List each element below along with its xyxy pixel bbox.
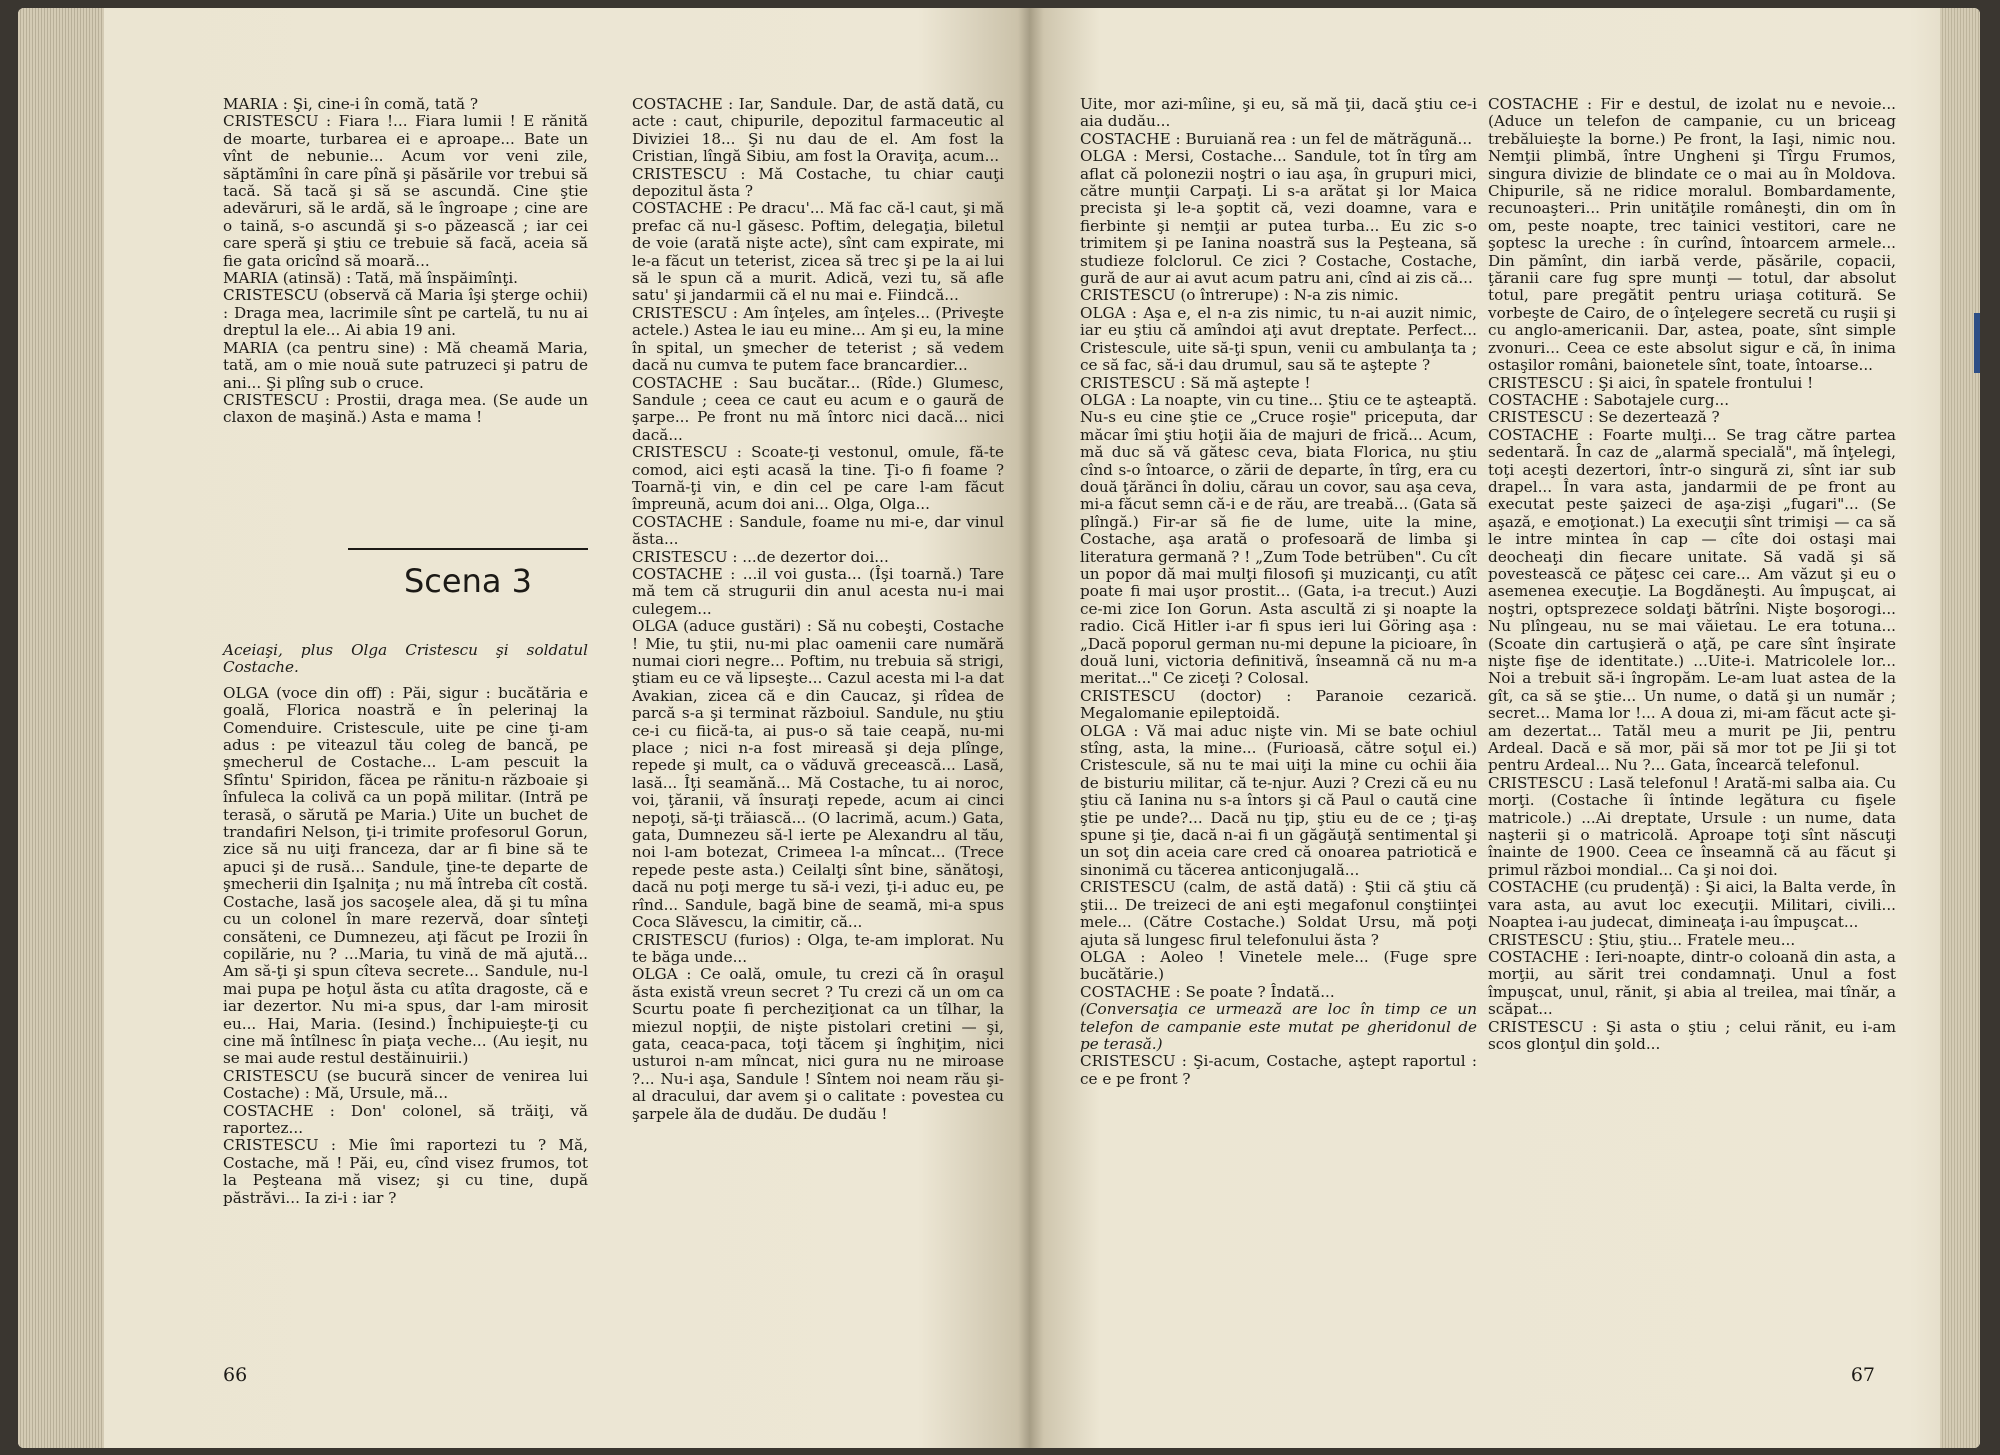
paragraph: MARIA (atinsă) : Tată, mă înspăimînţi. — [223, 269, 519, 288]
paragraph: CRISTESCU (doctor) : Paranoie cezarică. Megalomanie epileptoidă. — [1080, 686, 1477, 723]
paragraph: COSTACHE : Sau bucătar... (Rîde.) Glumesc, Sandule ; ceea ce caut eu acum e o gaură de şarpe... Pe front nu mă întorc nici dacă... nici dacă... — [632, 373, 1004, 444]
paragraph: CRISTESCU : Am înţeles, am înţeles... (Priveşte actele.) Astea le iau eu mine... Am şi eu, la mine în spital, un şmecher de teterist ; să vedem dacă nu cumva te putem face brancardier... — [632, 303, 1004, 375]
paragraph: CRISTESCU (observă că Maria îşi şterge ochii) : Draga mea, lacrimile sînt pe cartelă, tu nu ai dreptul la ele... Ai abia 19 ani. — [223, 286, 588, 340]
paragraph: MARIA (ca pentru sine) : Mă cheamă Maria, tată, am o mie nouă sute patruzeci şi patru de ani... Şi plîng sub o cruce. — [223, 338, 588, 392]
paragraph: CRISTESCU : Mă Costache, tu chiar cauţi depozitul ăsta ? — [632, 164, 1004, 201]
paragraph: COSTACHE : Sabotajele curg... — [1488, 390, 1730, 409]
left-page — [18, 8, 1030, 1448]
paragraph: COSTACHE (cu prudenţă) : Şi aici, la Balta verde, în vara asta, au avut loc execuţii. Militari, civili... Noaptea i-au judecat, dimineaţa i-au împuşcat... — [1488, 878, 1896, 932]
paragraph: CRISTESCU : Să mă aştepte ! — [1080, 373, 1311, 392]
paragraph: CRISTESCU : ...de dezertor doi... — [632, 547, 889, 566]
paragraph: OLGA : Aşa e, el n-a zis nimic, tu n-ai auzit nimic, iar eu ştiu că amîndoi aţi avut dreptate. Perfect... Cristescule, uite să-ţi spun, venii cu ambulanţa ta ; ce să fac, să-i dau drumul, sau să te aştepte ? — [1080, 303, 1477, 375]
paragraph: OLGA : Aoleo ! Vinetele mele... (Fuge spre bucătărie.) — [1080, 947, 1477, 984]
paragraph: COSTACHE : ...il voi gusta... (Îşi toarnă.) Tare mă tem că strugurii din anul acesta nu-i mai culegem... — [632, 564, 1004, 618]
paragraph: CRISTESCU : Şi-acum, Costache, aştept raportul : ce e pe front ? — [1080, 1052, 1477, 1088]
paragraph: CRISTESCU : Se dezertează ? — [1488, 408, 1720, 427]
paragraph: OLGA : La noapte, vin cu tine... Ştiu ce te aşteaptă. Nu-s eu cine ştie ce „Cruce roşie" priceputa, dar măcar îmi ştiu hoţii ăia de majuri de frică... Acum, mă duc să vă gătesc ceva, biata Florica, nu ştiu cînd s-o întoarce, o zării de departe, în tîrg, era cu două ţărănci în doliu, cărau un covor, sau aşa ceva, mi-a făcut semn că-i e de rău, are treabă... (Gata să plîngă.) Fir-ar să fie de lume, uite la mine, Costache, aşa arată o profesoară de limba şi literatura germană ? ! „Zum Tode betrüben". Cu cît un popor dă mai mulţi filosofi şi muzicanţi, cu atît poate fi mai uşor prostit... (Gata, i-a trecut.) Auzi ce-mi zice Ion Gorun. Asta ascultă zi şi noapte la radio. Cică Hitler i-ar fi spus ieri lui Göring aşa : „Dacă poporul german nu-mi depune la picioare, în două luni, victoria definitivă, înseamnă că nu m-a meritat..." Ce ziceţi ? Colosal. — [1080, 390, 1478, 688]
paragraph: CRISTESCU : Şi asta o ştiu ; celui rănit, eu i-am scos glonţul din şold... — [1488, 1017, 1896, 1053]
page-edges — [18, 8, 104, 1448]
paragraph: CRISTESCU : Lasă telefonul ! Arată-mi salba aia. Cu morţi. (Costache îi întinde legătura cu fişele matricole.) ...Ai dreptate, Ursule : un nume, data naşterii şi o matricolă. Aproape toţi sînt născuţi înainte de 1900. Ceea ce înseamnă că au făcut şi primul război mondial... Ca şi noi doi. — [1488, 773, 1896, 879]
paragraph: OLGA : Vă mai aduc nişte vin. Mi se bate ochiul stîng, asta, la mine... (Furioasă, către soţul ei.) Cristescule, să nu te mai uiţi la mine cu ochii ăia de bisturiu militar, că te-njur. Auzi ? Crezi că eu nu ştiu că Ianina nu s-a întors şi că Paul o caută cine ştie pe unde?... Dacă nu ţip, ştiu eu de ce ; ţi-aş spune şi ţie, dacă n-ai fi un găgăuţă sentimental şi un soţ din aceia care cred că onoarea patriotică e sinonimă cu tăcerea anticonjugală... — [1080, 721, 1477, 879]
paragraph: COSTACHE : Buruiană rea : un fel de mătrăgună... — [1080, 129, 1473, 148]
column-4 — [1488, 96, 1896, 1053]
page-edges — [1940, 8, 1980, 1448]
paragraph: MARIA : Şi, cine-i în comă, tată ? — [223, 95, 479, 113]
bookmark-tab — [1974, 313, 1980, 373]
paragraph: CRISTESCU : Scoate-ţi vestonul, omule, fă-te comod, aici eşti acasă la tine. Ţi-o fi foame ? Toarnă-ţi vin, e din cel pe care l-am făcut împreună, acum doi ani... Olga, Olga... — [632, 443, 1004, 514]
paragraph: CRISTESCU : Ştiu, ştiu... Fratele meu... — [1488, 930, 1796, 949]
paragraph: Uite, mor azi-mîine, şi eu, să mă ţii, dacă ştiu ce-i aia dudău... — [1080, 95, 1477, 131]
column-2 — [632, 96, 1004, 1123]
stage-direction: Aceiaşi, plus Olga Cristescu şi soldatul Costache. — [223, 641, 588, 677]
paragraph: CRISTESCU (o întrerupe) : N-a zis nimic. — [1080, 286, 1399, 305]
paragraph: COSTACHE : Don' colonel, să trăiţi, vă raportez... — [223, 1101, 588, 1137]
book-spread — [18, 8, 1980, 1448]
paragraph: OLGA (aduce gustări) : Să nu cobeşti, Costache ! Mie, tu ştii, nu-mi plac oamenii care numără numai ciori negre... Poftim, nu trebuia să strigi, ştiam eu ce vă lipseşte... Cazul acesta mi l-a dat Avakian, zicea că e din Caucaz, şi rîdea de parcă s-a şi terminat războiul. Sandule, nu ştiu ce-i cu fiică-ta, ai pus-o să taie ceapă, nu-mi place ; nici n-a fost mireasă şi deja plînge, repede şi mult, ca o văduvă grecească... Lasă, lasă... Îţi seamănă... Mă Costache, tu ai noroc, voi, ţăranii, vă însuraţi repede, acum ai cinci nepoţi, să-ţi trăiască... (O lacrimă, acum.) Gata, gata, Dumnezeu să-l ierte pe Alexandru al tău, noi l-am botezat, Crimeea l-a mîncat... (Trece repede peste asta.) Ceilalţi sînt bine, sănătoşi, dacă nu poţi merge tu să-i vezi, ţi-i aduc eu, pe rînd... Sandule, bagă bine de seamă, mi-a spus Coca Slăvescu, la cimitir, că... — [632, 617, 1004, 932]
paragraph: CRISTESCU (calm, de astă dată) : Ştii că ştiu că ştii... De treizeci de ani eşti megafonul conştiinţei mele... (Către Costache.) Soldat Ursu, mă poţi ajuta să lungesc firul telefonului ăsta ? — [1080, 878, 1477, 949]
paragraph: COSTACHE : Pe dracu'... Mă fac că-l caut, şi mă prefac că nu-l găsesc. Poftim, delegaţia, biletul de voie (arată nişte acte), sînt cam expirate, mi le-a făcut un teterist, zicea să trec şi pe la ai lui să le spun că a murit. Adică, vezi tu, să afle satu' şi jandarmii că el nu mai e. Fiindcă... — [632, 199, 1004, 305]
paragraph: CRISTESCU : Şi aici, în spatele frontului ! — [1488, 373, 1814, 392]
paragraph: CRISTESCU (se bucură sincer de venirea lui Costache) : Mă, Ursule, mă... — [223, 1066, 588, 1103]
stage-direction: (Conversaţia ce urmează are loc în timp ce un telefon de campanie este mutat pe gheridonul de pe terasă.) — [1080, 1000, 1477, 1053]
scene-title: Scena 3 — [348, 548, 588, 600]
paragraph: COSTACHE : Se poate ? Îndată... — [1080, 982, 1335, 1001]
paragraph: OLGA : Mersi, Costache... Sandule, tot în tîrg am aflat că polonezii noştri o iau aşa, în grupuri mici, către munţii Carpaţi. Li s-a arătat şi lor Maica precista şi le-a şoptit că, vezi doamne, vara e fierbinte şi nemţii ar putea turba... Eu zic s-o trimitem şi pe Ianina noastră sus la Peşteana, să studieze folclorul. Ce zici ? Costache, Costache, gură de aur ai avut acum patru ani, cînd ai zis că... — [1080, 147, 1477, 288]
paragraph: COSTACHE : Ieri-noapte, dintr-o coloană din asta, a morţii, au sărit trei condamnaţi. Unul a fost împuşcat, unul, rănit, şi abia al treilea, mai tînăr, a scăpat... — [1488, 947, 1896, 1019]
page-number: 67 — [1850, 1364, 1875, 1386]
paragraph: CRISTESCU : Fiara !... Fiara lumii ! E rănită de moarte, turbarea ei e aproape... Bate un vînt de nebunie... Acum vor veni zile, săptămîni în care pînă şi păsările vor trebui să tacă. Să tacă şi să se ascundă. Cine ştie adevăruri, să le ardă, să le îngroape ; cine are o taină, s-o ascundă şi s-o păzească ; iar cei care speră şi ştiu ce trebuie să facă, aceia să fie gata oricînd să moară... — [223, 112, 588, 270]
paragraph: COSTACHE : Sandule, foame nu mi-e, dar vinul ăsta... — [632, 512, 1004, 549]
paragraph: COSTACHE : Iar, Sandule. Dar, de astă dată, cu acte : caut, chipurile, depozitul farmaceutic al Diviziei 18... Şi nu dau de el. Am fost la Cristian, lîngă Sibiu, am fost la Oraviţa, acum... — [632, 95, 1004, 166]
paragraph: OLGA (voce din off) : Păi, sigur : bucătăria e goală, Florica noastră e în pelerinaj la Comenduire. Cristescule, uite pe cine ţi-am adus : pe viteazul tău coleg de bancă, pe şmecherul de Costache... L-am pescuit la Sfîntu' Spiridon, făcea pe rănitu-n războaie şi înfuleca la colivă ca un popă militar. (Intră pe terasă, o sărută pe Maria.) Uite un buchet de trandafiri Nelson, ţi-i trimite profesorul Gorun, zice să nu uiţi franceza, dar ar fi bine să te apuci şi de rusă... Sandule, ţine-te departe de şmecherii din Işalniţa ; nu mă întreba cît costă. Costache, lasă jos sacoşele alea, dă şi tu mîna cu un colonel în mare rezervă, doar sînteţi consăteni, ce Dumnezeu, aţi făcut pe Irozii în copilărie, nu ? ...Maria, tu vină de mă ajută... Am să-ţi şi spun cîteva secrete... Sandule, nu-l mai pupa pe hoţul ăsta cu atîta dragoste, că e iar dezertor. Nu mi-a spus, dar l-am mirosit eu... Hai, Maria. (Iesind.) Închipuieşte-ţi cu cine mă întîlnesc în piaţa veche... (Au ieşit, nu se mai aude restul destăinuirii.) — [223, 683, 588, 1068]
paragraph: OLGA : Ce oală, omule, tu crezi că în oraşul ăsta există vreun secret ? Tu crezi că un om ca Scurtu poate fi percheziţionat ca un tîlhar, la miezul nopţii, de nişte pistolari cretini — şi, gata, ceaca-paca, toţi tăcem şi înghiţim, nici usturoi n-am mîncat, nici gura nu ne miroase ?... Nu-i aşa, Sandule ! Sîntem noi neam rău şi-al dracului, dar avem şi o calitate : povestea cu şarpele ăla de dudău. De dudău ! — [632, 965, 1004, 1123]
right-page — [1030, 8, 1980, 1448]
page-number: 66 — [223, 1364, 248, 1386]
paragraph: CRISTESCU : Prostii, draga mea. (Se aude un claxon de maşină.) Asta e mama ! — [223, 390, 588, 427]
paragraph: CRISTESCU (furios) : Olga, te-am implorat. Nu te băga unde... — [632, 930, 1004, 966]
paragraph: CRISTESCU : Mie îmi raportezi tu ? Mă, Costache, mă ! Păi, eu, cînd visez frumos, tot la Peşteana mă visez; şi cu tine, după păstrăvi... Ia zi-i : iar ? — [223, 1136, 588, 1207]
column-1 — [223, 96, 588, 427]
paragraph: COSTACHE : Fir e destul, de izolat nu e nevoie... (Aduce un telefon de campanie, cu un briceag trebăluieşte la borne.) Pe front, la Iaşi, nimic nou. Nemţii plimbă, între Ungheni şi Tîrgu Frumos, singura divizie de blindate ce o mai au în Moldova. Chipurile, să ne ridice moralul. Bombardamente, recunoaşteri... Prin unităţile româneşti, din om în om, peste noapte, trec tainici vestitori, care ne şoptesc la ureche : în curînd, întoarcem armele... Din pămînt, din iarbă verde, păsările, copacii, ţăranii care fug spre munţi — totul, dar absolut totul, pare pregătit pentru uriaşa cotitură. Se vorbeşte de Cairo, de o înţelegere secretă cu ruşii şi cu anglo-americanii. Dar, astea, poate, sînt simple zvonuri... Ceea ce este absolut sigur e că, în inima ostaşilor români, baionetele sînt, toate, întoarse... — [1488, 95, 1896, 375]
paragraph: COSTACHE : Foarte mulţi... Se trag către partea sedentară. În caz de „alarmă specială", mă înţelegi, toţi aceşti dezertori, într-o singură zi, sînt iar sub drapel... În vara asta, jandarmii de pe front au executat peste şaizeci de aşa-zişi „fugari"... (Se aşază, e emoţionat.) La execuţii sînt trimişi — ca să le intre mintea în cap — cîte doi ostaşi mai deocheaţi din fiecare unitate. Să vadă şi să povestească ce păţesc cei care... Am văzut şi eu o asemenea execuţie. La Bogdăneşti. Au împuşcat, ai noştri, optsprezece soldaţi bătrîni. Nişte boşorogi... Nu plîngeau, nu se mai văietau. Le era totuna... (Scoate din cartuşieră o aţă, pe care sînt înşirate nişte fişe de identitate.) ...Uite-i. Matricolele lor... Noi a trebuit să-i îngropăm. Le-am luat astea de la gît, ca să se ştie... Un nume, o dată şi un număr ; secret... Mama lor !... A doua zi, mi-am făcut acte şi-am dezertat... Tatăl meu a murit pe Jii, pentru Ardeal. Dacă e să mor, păi să mor tot pe Jii şi tot pentru Ardeal... Nu ?... Gata, încearcă telefonul. — [1488, 425, 1896, 775]
column-1-continued — [223, 642, 588, 1207]
column-3 — [1080, 96, 1477, 1088]
